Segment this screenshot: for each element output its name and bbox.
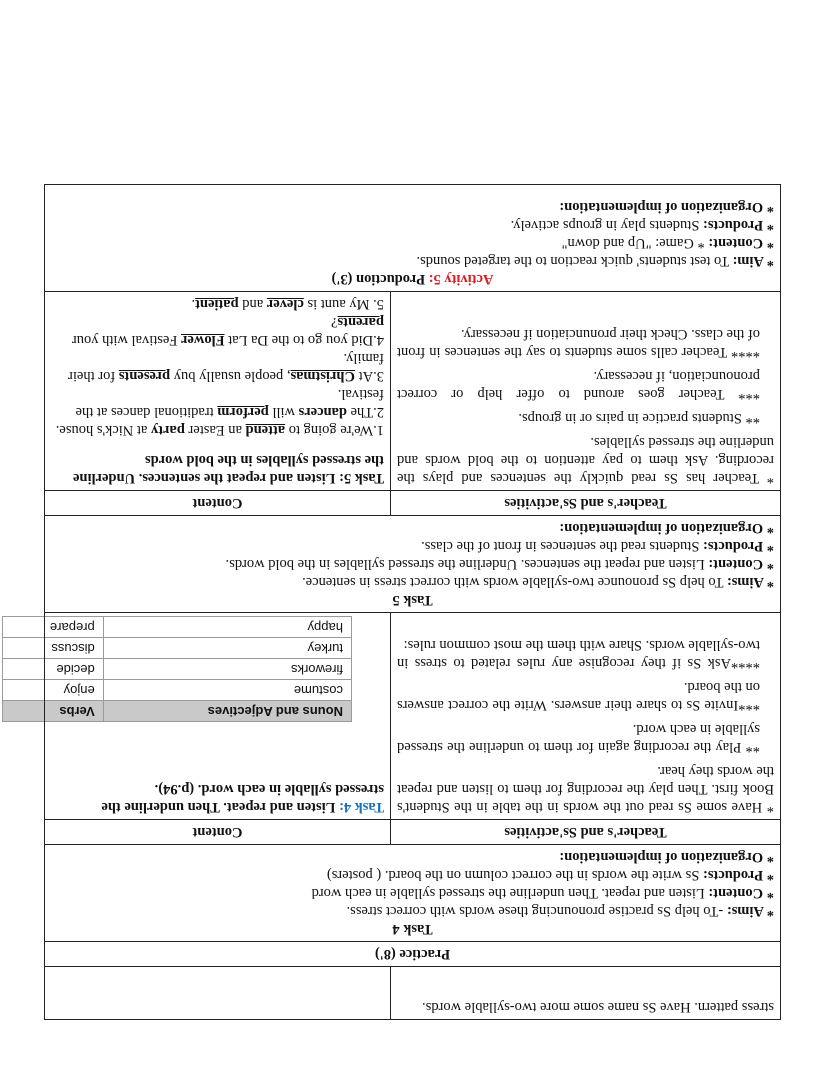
task4-column-headers xyxy=(45,820,781,845)
task4-title: Task 4 xyxy=(392,921,433,937)
word-cell: enjoy xyxy=(3,680,104,701)
activity5-content-text: * Game: "Up and down" xyxy=(561,235,709,251)
task5-activity-3: *** Teacher goes around to offer help or correct pronounciation, if necessary. xyxy=(397,368,760,402)
task4-content xyxy=(45,613,391,820)
task5-content-label: Content: xyxy=(708,556,764,572)
word-cell: happy xyxy=(103,617,351,638)
word-cell: fireworks xyxy=(103,659,351,680)
word-cell: costume xyxy=(103,680,351,701)
activity5-label: Activity 5: xyxy=(428,271,494,287)
task4-content-label: Content: xyxy=(708,885,764,901)
task5-activity-1: * Teacher has Ss read quickly the sentences and plays the recording. Ask them to pay attention to the bold words and underline the stressed syllables. xyxy=(397,434,774,486)
sentence-1: 1.We're going to attend an Easter party at Nick's house. xyxy=(55,422,384,438)
task4-products-text: Ss write the words in the correct column on the board. ( posters) xyxy=(326,867,703,883)
task5-aims-label: Aims: xyxy=(726,574,764,590)
sentence-2: 2.The dancers will perform traditional dances at the festival. xyxy=(75,386,384,420)
task5-aims-text: To help Ss pronounce two-syllable words with correct stress in sentence. xyxy=(302,574,727,590)
word-cell: decide xyxy=(3,659,104,680)
task4-activity-2: ** Play the recording again for them to underline the stressed syllable in each word. xyxy=(397,721,760,755)
task4-content-label-task: Task 4: xyxy=(338,799,384,815)
activity5-title xyxy=(51,270,774,288)
task5-col-content: Content xyxy=(45,491,391,516)
top-row xyxy=(45,967,781,1020)
task5-content-title: Task 5: Listen and repeat the sentences. Underline the stressed syllables in the bold words xyxy=(73,452,384,486)
activity5-content-label: Content: xyxy=(708,235,764,251)
col-nouns-adjectives: Nouns and Adjectives xyxy=(103,701,351,722)
lesson-plan-table xyxy=(44,184,781,1020)
activity5-title-text: Production (3') xyxy=(331,271,429,287)
task5-activity-4: **** Teacher calls some students to say the sentences in front of the class. Check their pronunciation if necessary. xyxy=(397,326,760,360)
practice-heading: Practice (8') xyxy=(45,942,781,967)
task5-column-headers xyxy=(45,491,781,516)
task4-body xyxy=(45,613,781,820)
sentence-3: 3.At Christmas, people usually buy presents for their family. xyxy=(68,350,384,384)
sentence-5: 5. My aunt is clever and patient. xyxy=(191,296,384,312)
task4-activity-4: ****Ask Ss if they recognise any rules related to stress in two-syllable words. Share with them the most common rules: xyxy=(397,637,760,671)
task5-products-text: Students read the sentences in front of the class. xyxy=(421,538,703,554)
task4-products-label: Products: xyxy=(702,867,764,883)
activity5-info: Activity 5: Production (3') * Aim: To test students' quick reaction to the targeted sounds. * Content: * Game: "Up and down" * Products: Students play in groups actively. * Organization of implementation: xyxy=(45,185,781,292)
task4-aims-label: Aims: xyxy=(726,903,764,919)
task4-col-activities: Teacher's and Ss'activities xyxy=(391,820,781,845)
task5-title: Task 5 xyxy=(392,592,433,608)
activity5-aims-text: To test students' quick reaction to the targeted sounds. xyxy=(416,253,733,269)
task5-activities xyxy=(391,292,781,491)
task4-org-label: Organization of implementation: xyxy=(559,849,764,865)
table-row xyxy=(3,659,352,680)
task5-org-label: Organization of implementation: xyxy=(559,520,764,536)
word-cell: prepare xyxy=(3,617,104,638)
task4-col-content: Content xyxy=(45,820,391,845)
task5-content xyxy=(45,292,391,491)
task4-content-text: Listen and repeat. Then underline the stressed syllable in each word xyxy=(311,885,709,901)
activity5-products-label: Products: xyxy=(702,217,764,233)
task5-content-text: Listen and repeat the sentences. Underline the stressed syllables in the bold words. xyxy=(225,556,709,572)
task5-body xyxy=(45,292,781,491)
stress-word-table xyxy=(2,616,352,722)
task4-activity-3: ***Invite Ss to share their answers. Write the correct answers on the board. xyxy=(397,679,760,713)
word-cell: turkey xyxy=(103,638,351,659)
top-row-left xyxy=(391,967,781,1020)
task5-info: Task 5 * Aims: To help Ss pronounce two-syllable words with correct stress in sentence. * Content: Listen and repeat the sentences. Underline the stressed syllables in the bold words. * Products: Students read the sentences in front of the class. * Organization of implementation: xyxy=(45,516,781,613)
activity5-products-text: Students play in groups actively. xyxy=(510,217,703,233)
task4-info: Task 4 * Aims: -To help Ss practise pronouncing these words with correct stress. * Content: Listen and repeat. Then underline the stressed syllable in each word * Products: Ss write the words in the correct column on the board. ( posters) * Organization of implementation: xyxy=(45,845,781,942)
top-row-right xyxy=(45,967,391,1020)
word-cell: discuss xyxy=(3,638,104,659)
task5-col-activities: Teacher's and Ss'activities xyxy=(391,491,781,516)
task5-activity-2: ** Students practice in pairs or in groups. xyxy=(518,410,760,426)
activity5-aims-label: Aim: xyxy=(732,253,764,269)
lesson-plan-frame xyxy=(44,184,781,1020)
sentence-4: 4.Did you go to the Da Lat Flower Festival with your parents? xyxy=(71,314,384,348)
table-row xyxy=(3,617,352,638)
table-row xyxy=(3,680,352,701)
activity5-org-label: Organization of implementation: xyxy=(559,199,764,215)
table-row xyxy=(3,638,352,659)
task4-activity-1: * Have some Ss read out the words in the table in the Student's Book first. Then play the recording for them to listen and repeat the words they hear. xyxy=(397,763,774,815)
task5-products-label: Products: xyxy=(702,538,764,554)
task4-aims-text: -To help Ss practise pronouncing these words with correct stress. xyxy=(346,903,727,919)
top-row-text: stress pattern. Have Ss name some more two-syllable words. xyxy=(422,999,774,1015)
col-verbs: Verbs xyxy=(3,701,104,722)
task4-content-title: Listen and repeat. Then underline the stressed syllable in each word. (p.94). xyxy=(101,781,384,815)
task4-activities xyxy=(391,613,781,820)
